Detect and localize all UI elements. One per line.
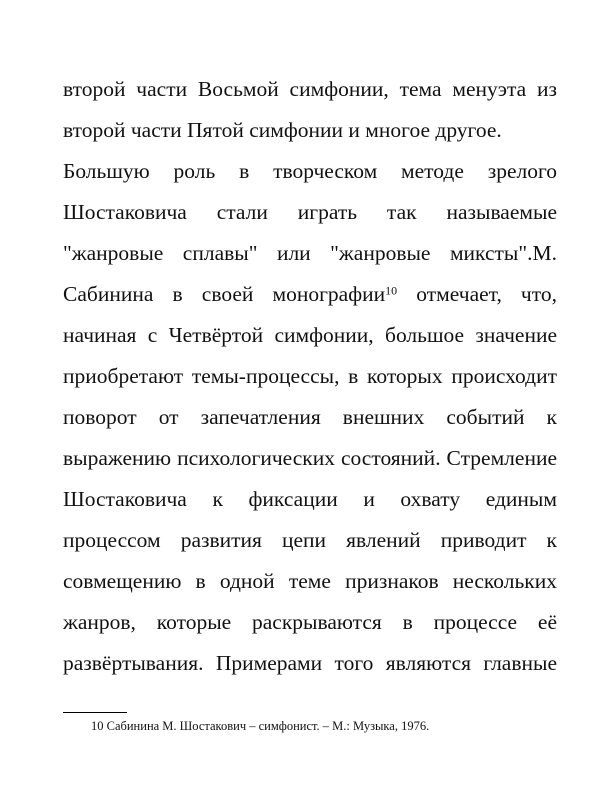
body-line-6: [63, 281, 557, 307]
footnote-separator: [63, 712, 127, 713]
body-line-13: совмещению в одной теме признаков нескольких: [63, 569, 557, 593]
body-line-6-end: отмечает, что,: [397, 282, 557, 306]
footnote-reference: 10: [385, 283, 398, 298]
body-line-3: Большую роль в творческом методе зрелого: [63, 159, 557, 183]
body-line-5: "жанровые сплавы" или "жанровые миксты".М.: [63, 241, 557, 265]
body-line-15: развёртывания. Примерами того являются главные: [63, 651, 557, 675]
body-line-6-start: Сабинина в своей монографии: [63, 282, 386, 306]
body-line-1: второй части Восьмой симфонии, тема менуэта из: [63, 77, 557, 101]
body-line-10: выражению психологических состояний. Стремление: [63, 446, 557, 470]
body-line-12: процессом развития цепи явлений приводит к: [63, 528, 557, 552]
body-line-11: Шостаковича к фиксации и охвату единым: [63, 487, 557, 511]
body-line-14: жанров, которые раскрываются в процессе её: [63, 610, 557, 634]
body-line-9: поворот от запечатления внешних событий к: [63, 405, 557, 429]
footnote-text: 10 Сабинина М. Шостакович – симфонист. – М.: Музыка, 1976.: [91, 719, 430, 733]
body-line-7: начиная с Четвёртой симфонии, большое значение: [63, 323, 557, 347]
body-line-8: приобретают темы-процессы, в которых происходит: [63, 364, 557, 388]
body-line-4: Шостаковича стали играть так называемые: [63, 200, 557, 224]
body-line-2: второй части Пятой симфонии и многое другое.: [63, 118, 502, 142]
